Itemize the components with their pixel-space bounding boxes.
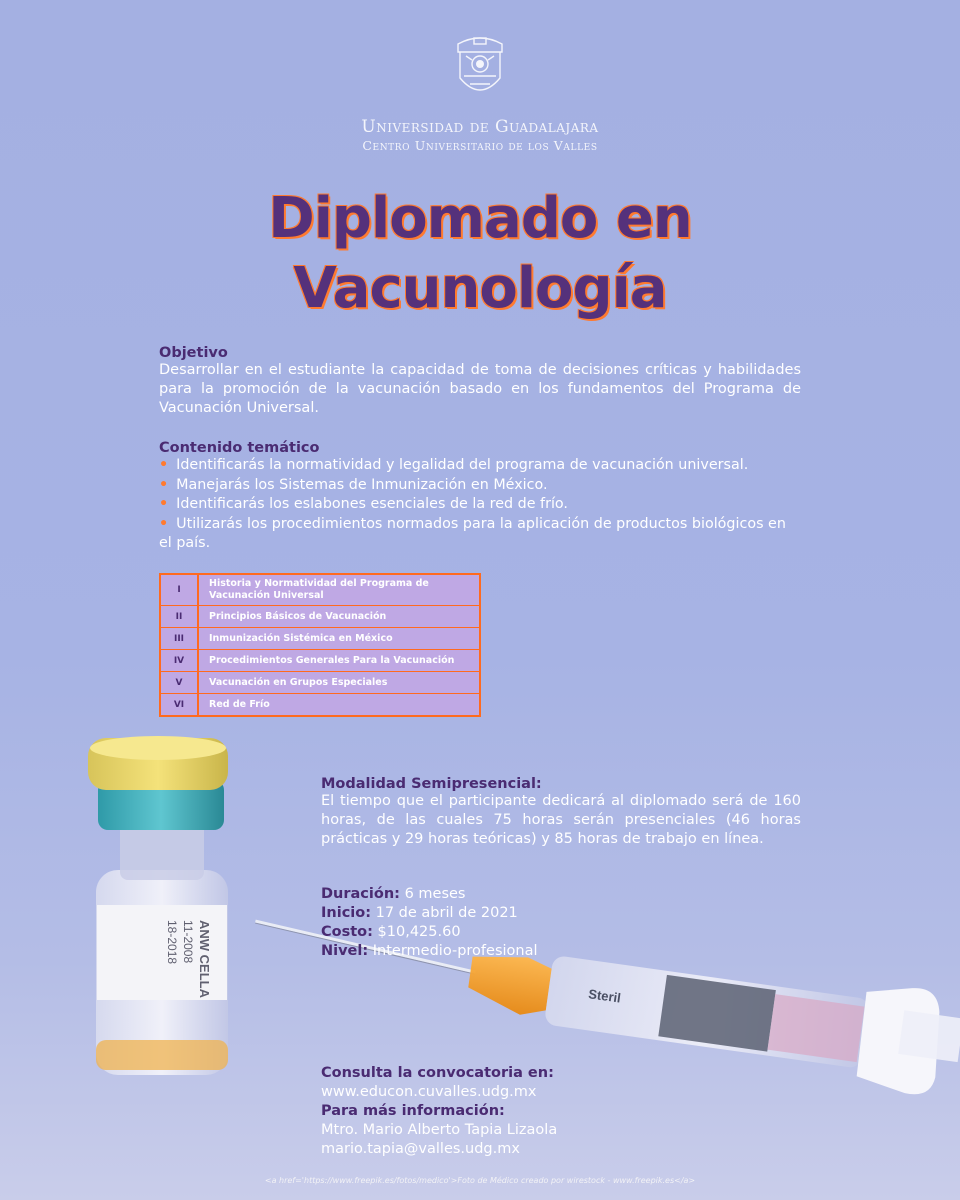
modality-heading: Modalidad Semipresencial: bbox=[321, 776, 542, 792]
list-item bbox=[159, 495, 801, 515]
cost-label: Costo: bbox=[321, 924, 373, 940]
module-number: I bbox=[161, 575, 199, 605]
module-name: Historia y Normatividad del Programa de Vacunación Universal bbox=[209, 578, 429, 601]
start-label: Inicio: bbox=[321, 905, 372, 921]
photo-credit: <a href='https://www.freepik.es/fotos/medico'>Foto de Médico creado por wirestock - www.freepik.es</a> bbox=[264, 1176, 696, 1185]
modality-text: El tiempo que el participante dedicará al diplomado será de 160 horas, de las cuales 75 horas serán presenciales (46 horas prácticas y 29 horas teóricas) y 85 horas de trabajo en línea. bbox=[321, 793, 801, 847]
topic-text: Identificarás la normatividad y legalidad del programa de vacunación universal. bbox=[176, 457, 749, 473]
call-heading: Consulta la convocatoria en: bbox=[321, 1065, 554, 1081]
module-name: Red de Frío bbox=[209, 698, 270, 710]
vial-illustration bbox=[88, 736, 228, 1075]
module-number: VI bbox=[161, 694, 199, 715]
table-row bbox=[161, 575, 479, 606]
start-value: 17 de abril de 2021 bbox=[375, 905, 518, 921]
duration-row bbox=[321, 885, 801, 904]
cost-value: $10,425.60 bbox=[377, 924, 461, 940]
university-name: Universidad de Guadalajara bbox=[361, 117, 599, 137]
topic-text: Manejarás los Sistemas de Inmunización en México. bbox=[176, 476, 548, 493]
topics-heading: Contenido temático bbox=[159, 440, 320, 456]
bullet-icon: • bbox=[159, 476, 169, 493]
module-name: Inmunización Sistémica en México bbox=[209, 632, 393, 644]
objective-section bbox=[159, 345, 801, 418]
module-number: IV bbox=[161, 650, 199, 671]
table-row bbox=[161, 672, 479, 694]
module-number: III bbox=[161, 628, 199, 649]
topics-section bbox=[159, 440, 801, 554]
university-crest-icon bbox=[452, 30, 508, 104]
objective-text: Desarrollar en el estudiante la capacidad de toma de decisiones críticas y habilidades para la promoción de la vacunación basado en los fundamentos del Programa de Vacunación Universal. bbox=[159, 362, 801, 416]
bullet-icon: • bbox=[159, 496, 169, 512]
info-heading: Para más información: bbox=[321, 1103, 505, 1119]
module-name: Vacunación en Grupos Especiales bbox=[209, 676, 388, 688]
list-item bbox=[159, 456, 801, 476]
list-item bbox=[159, 515, 801, 554]
contact-section bbox=[321, 1064, 801, 1159]
module-name: Principios Básicos de Vacunación bbox=[209, 610, 387, 622]
modality-section bbox=[321, 776, 801, 849]
module-number: II bbox=[161, 606, 199, 627]
vial-label-text: ANW CELLA bbox=[197, 920, 212, 998]
vial-label-exp: 18-2018 bbox=[165, 920, 179, 965]
call-url-link[interactable]: www.educon.cuvalles.udg.mx bbox=[321, 1084, 537, 1100]
table-row bbox=[161, 650, 479, 672]
syringe-label-text: Steril bbox=[587, 986, 622, 1006]
duration-label: Duración: bbox=[321, 886, 400, 902]
duration-value: 6 meses bbox=[404, 886, 466, 902]
contact-email-link[interactable]: mario.tapia@valles.udg.mx bbox=[321, 1141, 520, 1157]
bullet-icon: • bbox=[159, 515, 169, 532]
topic-text: Utilizarás los procedimientos normados para la aplicación de productos biológicos en el país. bbox=[159, 515, 786, 551]
details-section bbox=[321, 885, 801, 961]
module-name: Procedimientos Generales Para la Vacunación bbox=[209, 654, 455, 666]
modules-table bbox=[159, 573, 481, 717]
table-row bbox=[161, 606, 479, 628]
campus-name: Centro Universitario de los Valles bbox=[362, 138, 598, 153]
level-value: Intermedio-profesional bbox=[372, 943, 538, 959]
list-item bbox=[159, 476, 801, 496]
table-row bbox=[161, 694, 479, 715]
level-label: Nivel: bbox=[321, 943, 369, 959]
table-row bbox=[161, 628, 479, 650]
objective-heading: Objetivo bbox=[159, 345, 228, 361]
vial-label-lot: 11-2008 bbox=[181, 920, 195, 964]
module-number: V bbox=[161, 672, 199, 693]
start-row bbox=[321, 904, 801, 923]
cost-row bbox=[321, 923, 801, 942]
topics-list bbox=[159, 456, 801, 554]
bullet-icon: • bbox=[159, 457, 169, 473]
level-row bbox=[321, 942, 801, 961]
topic-text: Identificarás los eslabones esenciales de la red de frío. bbox=[176, 496, 568, 512]
page-title-line-2: Vacunología bbox=[293, 256, 667, 321]
page-title-line-1: Diplomado en bbox=[268, 186, 692, 251]
contact-name: Mtro. Mario Alberto Tapia Lizaola bbox=[321, 1122, 558, 1138]
